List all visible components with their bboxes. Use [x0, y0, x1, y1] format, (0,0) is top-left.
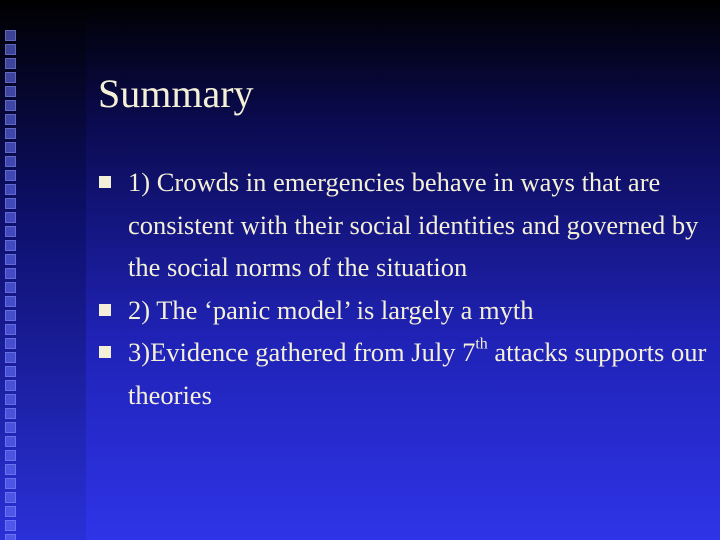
decoration-square [5, 268, 16, 279]
decoration-square [5, 58, 16, 69]
decoration-square [5, 240, 16, 251]
bullet-item-3 [98, 331, 708, 416]
decoration-square [5, 450, 16, 461]
decoration-square [5, 338, 16, 349]
bullet-text-1: 1) Crowds in emergencies behave in ways that are consistent with their social identities and governed by the social norms of the situation [128, 167, 699, 282]
bullet-item-2 [98, 289, 708, 332]
square-bullet-icon [99, 176, 111, 188]
decoration-square [5, 394, 16, 405]
decoration-square [5, 422, 16, 433]
bullet-text-2: 2) The ‘panic model’ is largely a myth [128, 294, 534, 325]
bullet-item-1 [98, 161, 708, 289]
square-bullet-icon [99, 346, 111, 358]
decoration-square [5, 156, 16, 167]
decoration-square [5, 254, 16, 265]
decoration-square [5, 100, 16, 111]
decoration-square [5, 366, 16, 377]
bullet-text-3-superscript: th [475, 335, 488, 353]
decoration-square [5, 296, 16, 307]
decoration-square [5, 226, 16, 237]
decoration-square [5, 142, 16, 153]
bullet-list [98, 161, 708, 416]
decoration-square [5, 310, 16, 321]
decoration-square [5, 282, 16, 293]
decoration-square [5, 86, 16, 97]
bullet-text-3-start: 3)Evidence gathered from July 7 [128, 337, 476, 367]
decoration-square [5, 44, 16, 55]
decoration-square [5, 520, 16, 531]
bullet-text-3-end: attacks supports our theories [128, 337, 707, 410]
decoration-square [5, 492, 16, 503]
decoration-square [5, 380, 16, 391]
decoration-square [5, 114, 16, 125]
decoration-square [5, 408, 16, 419]
decoration-square [5, 324, 16, 335]
left-decorative-band [0, 0, 86, 540]
decoration-square [5, 464, 16, 475]
decoration-square [5, 170, 16, 181]
decoration-square [5, 478, 16, 489]
decoration-square [5, 184, 16, 195]
slide-title: Summary [98, 71, 254, 116]
decoration-square [5, 198, 16, 209]
decoration-square [5, 506, 16, 517]
decoration-square [5, 30, 16, 41]
decoration-square [5, 72, 16, 83]
decoration-square [5, 436, 16, 447]
square-column-decoration-icon [3, 30, 19, 540]
decoration-square [5, 212, 16, 223]
square-bullet-icon [99, 304, 111, 316]
decoration-square [5, 128, 16, 139]
decoration-square [5, 352, 16, 363]
decoration-square [5, 534, 16, 540]
